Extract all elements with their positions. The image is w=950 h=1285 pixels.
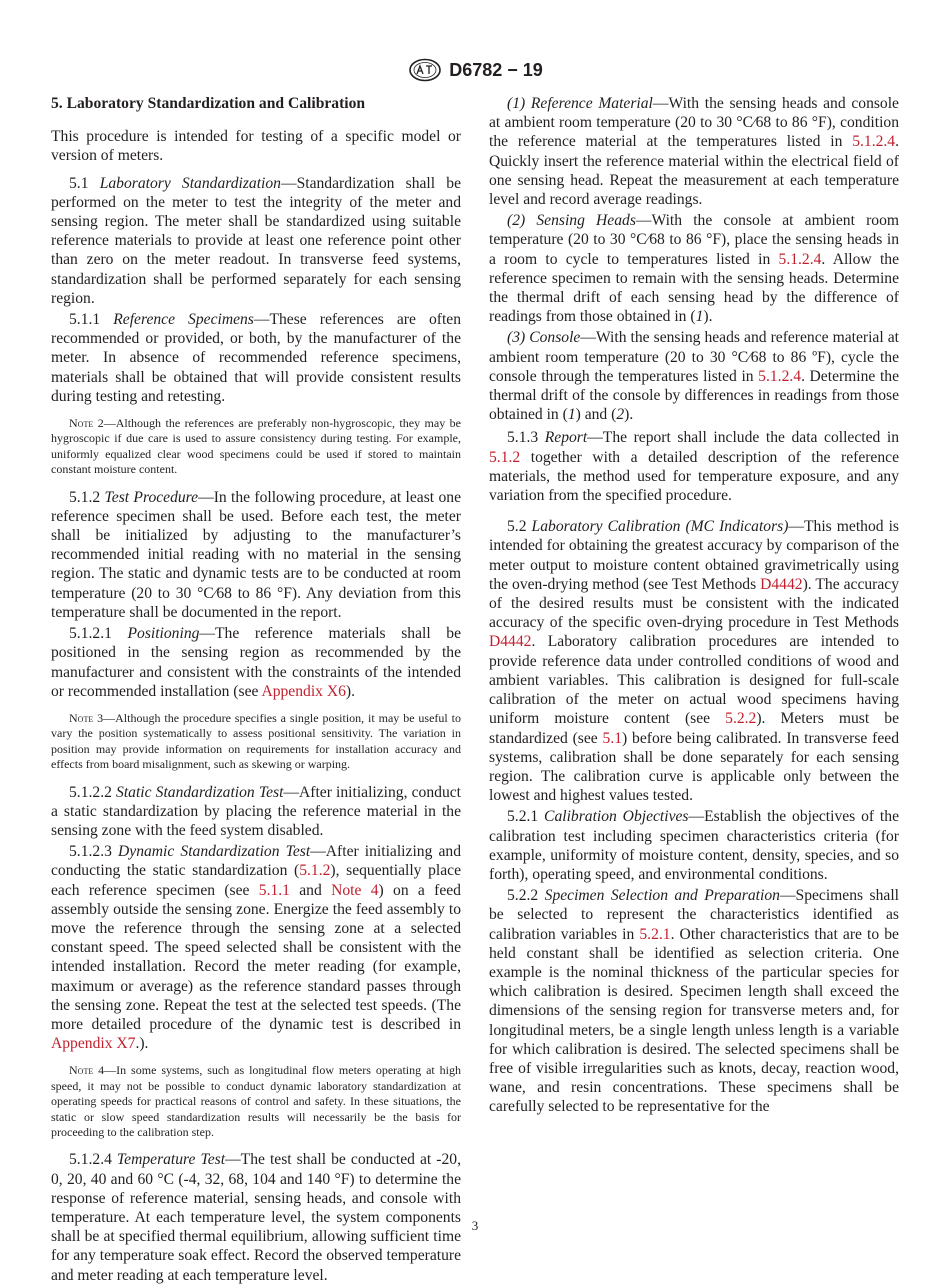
link-5-1-1[interactable]: 5.1.1 [258,881,290,899]
note-3: Note 3—Although the procedure specifies a single position, it may be useful to vary the position systematically to assess positional sensitivity. The variation in position may provide information on requirements for installation accuracy and effects from board misalignment, such as skewing or warping. [51,710,461,772]
link-5-2-1[interactable]: 5.2.1 [639,925,671,943]
right-column [489,94,899,1117]
link-d4442[interactable]: D4442 [760,575,803,593]
para-5-1-1: 5.1.1 Reference Specimens—These references are often recommended or provided, or both, by the manufacturer of the meter. In absence of recommended reference specimens, materials shall be obtained that will provide consistent results during testing and retesting. [51,311,461,405]
link-5-1-2-4[interactable]: 5.1.2.4 [758,367,802,385]
section-intro: This procedure is intended for testing of a specific model or version of meters. [51,128,461,165]
page-number: 3 [471,1218,479,1233]
para-5-2-2: 5.2.2 Specimen Selection and Preparation—Specimens shall be selected to represent the characteristics identified as calibration variables in 5.2.1. Other characteristics that are to be held constant shall be identified as selection criteria. One example is the nominal thickness of the particular species for which calibration is desired. Specimen length shall exceed the dimensions of the sensing region for transverse meters and, for longitudinal meters, be a single length unless length is a variable for which calibration is desired. The selected specimens shall be free of visible irregularities such as knots, decay, reaction wood, wane, and resin concentrations. These specimens shall be carefully selected to be representative for the [489,887,899,1116]
section-heading: 5. Laboratory Standardization and Calibration [51,95,366,112]
para-5-1-2-3: 5.1.2.3 Dynamic Standardization Test—After initializing and conducting the static standardization (5.1.2), sequentially place each reference specimen (see 5.1.1 and Note 4) on a feed assembly outside the sensing zone. Energize the feed assembly to move the reference through the sensing zone at a selected constant speed. The speed selected shall be consistent with the intended installation. Record the meter reading (for example, maximum or average) as the reference standard passes through the sensing zone. Repeat the test at the selected test speeds. (The more detailed procedure of the dynamic test is described in Appendix X7.). [51,843,462,1053]
note-2: Note 2—Although the references are preferably non-hygroscopic, they may be hygroscopic if due care is used to assure consistency during testing. For example, uniformly equalized clear wood specimens could be used if stored to maintain constant moisture content. [51,416,462,477]
link-5-1-2[interactable]: 5.1.2 [299,862,331,880]
para-5-1-2: 5.1.2 Test Procedure—In the following procedure, at least one reference specimen shall be used. Before each test, the meter shall be initialized by adjusting to the manufacturer’s recommended initial reading with no material in the sensing region. The static and dynamic tests are to be conducted at room temperature (20 to 30 °C⁄68 to 86 °F). Any deviation from this temperature shall be documented in the report. [51,488,461,621]
para-5-2: 5.2 Laboratory Calibration (MC Indicators)—This method is intended for obtaining the greatest accuracy by comparison of the meter output to moisture content obtained gravimetrically using the oven-drying method (see Test Methods D4442). The accuracy of the desired results must be consistent with the indicated accuracy of the specific oven-drying procedure in Test Methods D4442. Laboratory calibration procedures are intended to provide reference data under controlled conditions of wood and ambient variables. This calibration is designed for full-scale calibration of the meter on actual wood specimens having uniform moisture content (see 5.2.2). Meters must be standardized (see 5.1) before being calibrated. In transverse feed systems, calibration shall be done separately for each sensing region. The calibration curve is applicable only between the lowest and highest values tested. [489,518,900,805]
note-4: Note 4—In some systems, such as longitudinal flow meters operating at high speed, it may not be possible to conduct dynamic laboratory standardization at operating speeds for practical reasons of control and safety. In these situations, the static or slow speed standardization results will necessarily be the basis for proceeding to the calibration step. [51,1063,461,1139]
para-5-1-2-4: 5.1.2.4 Temperature Test—The test shall be conducted at -20, 0, 20, 40 and 60 °C (-4, 32, 68, 104 and 140 °F) to determine the response of reference material, sensing heads, and console with temperature. At each temperature level, the system components shall be at specified thermal equilibrium, allowing sufficient time for any temperature soak effect. Record the observed temperature and meter reading at each temperature level. [51,1151,461,1284]
link-appendix-x7[interactable]: Appendix X7 [51,1035,136,1053]
link-5-1-2-4[interactable]: 5.1.2.4 [852,133,896,151]
link-5-1-2[interactable]: 5.1.2 [489,448,521,466]
para-5-1-3: 5.1.3 Report—The report shall include the data collected in 5.1.2 together with a detailed description of the reference materials, the method used for temperature exposure, and any variation from the specified procedure. [489,429,899,505]
para-item-3: (3) Console—With the sensing heads and reference material at ambient room temperature (20 to 30 °C⁄68 to 86 ºF), cycle the console through the temperatures listed in 5.1.2.4. Determine the thermal drift of the console by differences in readings from those obtained in (1) and (2). [489,329,899,424]
left-column [51,92,461,1285]
para-item-1: (1) Reference Material—With the sensing heads and console at ambient room temperature (20 to 30 °C⁄68 to 86 °F), condition the reference material at the temperatures listed in 5.1.2.4. Quickly insert the reference material within the electrical field of one sensing head. Repeat the measurement at each temperature level and record average readings. [489,95,899,209]
para-5-1: 5.1 Laboratory Standardization—Standardization shall be performed on the meter to test the integrity of the meter and sensing region. The meter shall be standardized using suitable reference materials to provide at least one reference point other than zero on the meter readout. In transverse feed systems, standardization shall be performed separately for each sensing region. [51,174,461,307]
para-5-2-1: 5.2.1 Calibration Objectives—Establish the objectives of the calibration test including specimen characteristics criteria (for example, uniformity of moisture content, density, species, and so forth), operating speed, and environmental conditions. [489,808,899,883]
page-header [0,56,950,84]
link-note-4[interactable]: Note 4 [331,881,379,899]
astm-logo-icon [407,58,443,82]
link-appendix-x6[interactable]: Appendix X6 [261,682,346,700]
link-d4442[interactable]: D4442 [489,633,532,651]
link-5-2-2[interactable]: 5.2.2 [725,710,757,728]
para-5-1-2-2: 5.1.2.2 Static Standardization Test—After initializing, conduct a static standardization by placing the reference material in the sensing zone with the feed system disabled. [51,783,461,839]
link-5-1[interactable]: 5.1 [602,729,623,747]
para-item-2: (2) Sensing Heads—With the console at ambient room temperature (20 to 30 °C⁄68 to 86 °F), place the sensing heads in a room to cycle to temperatures listed in 5.1.2.4. Allow the reference specimen to remain with the sensing heads. Determine the thermal drift of each sensing head by the difference of readings from those obtained in (1). [489,212,899,326]
link-5-1-2-4[interactable]: 5.1.2.4 [778,250,822,268]
para-5-1-2-1: 5.1.2.1 Positioning—The reference materials shall be positioned in the sensing region as recommended by the manufacturer and consistent with the constraints of the intended or recommended installation (see Appendix X6). [51,625,462,700]
document-designation: D6782 − 19 [449,59,543,80]
